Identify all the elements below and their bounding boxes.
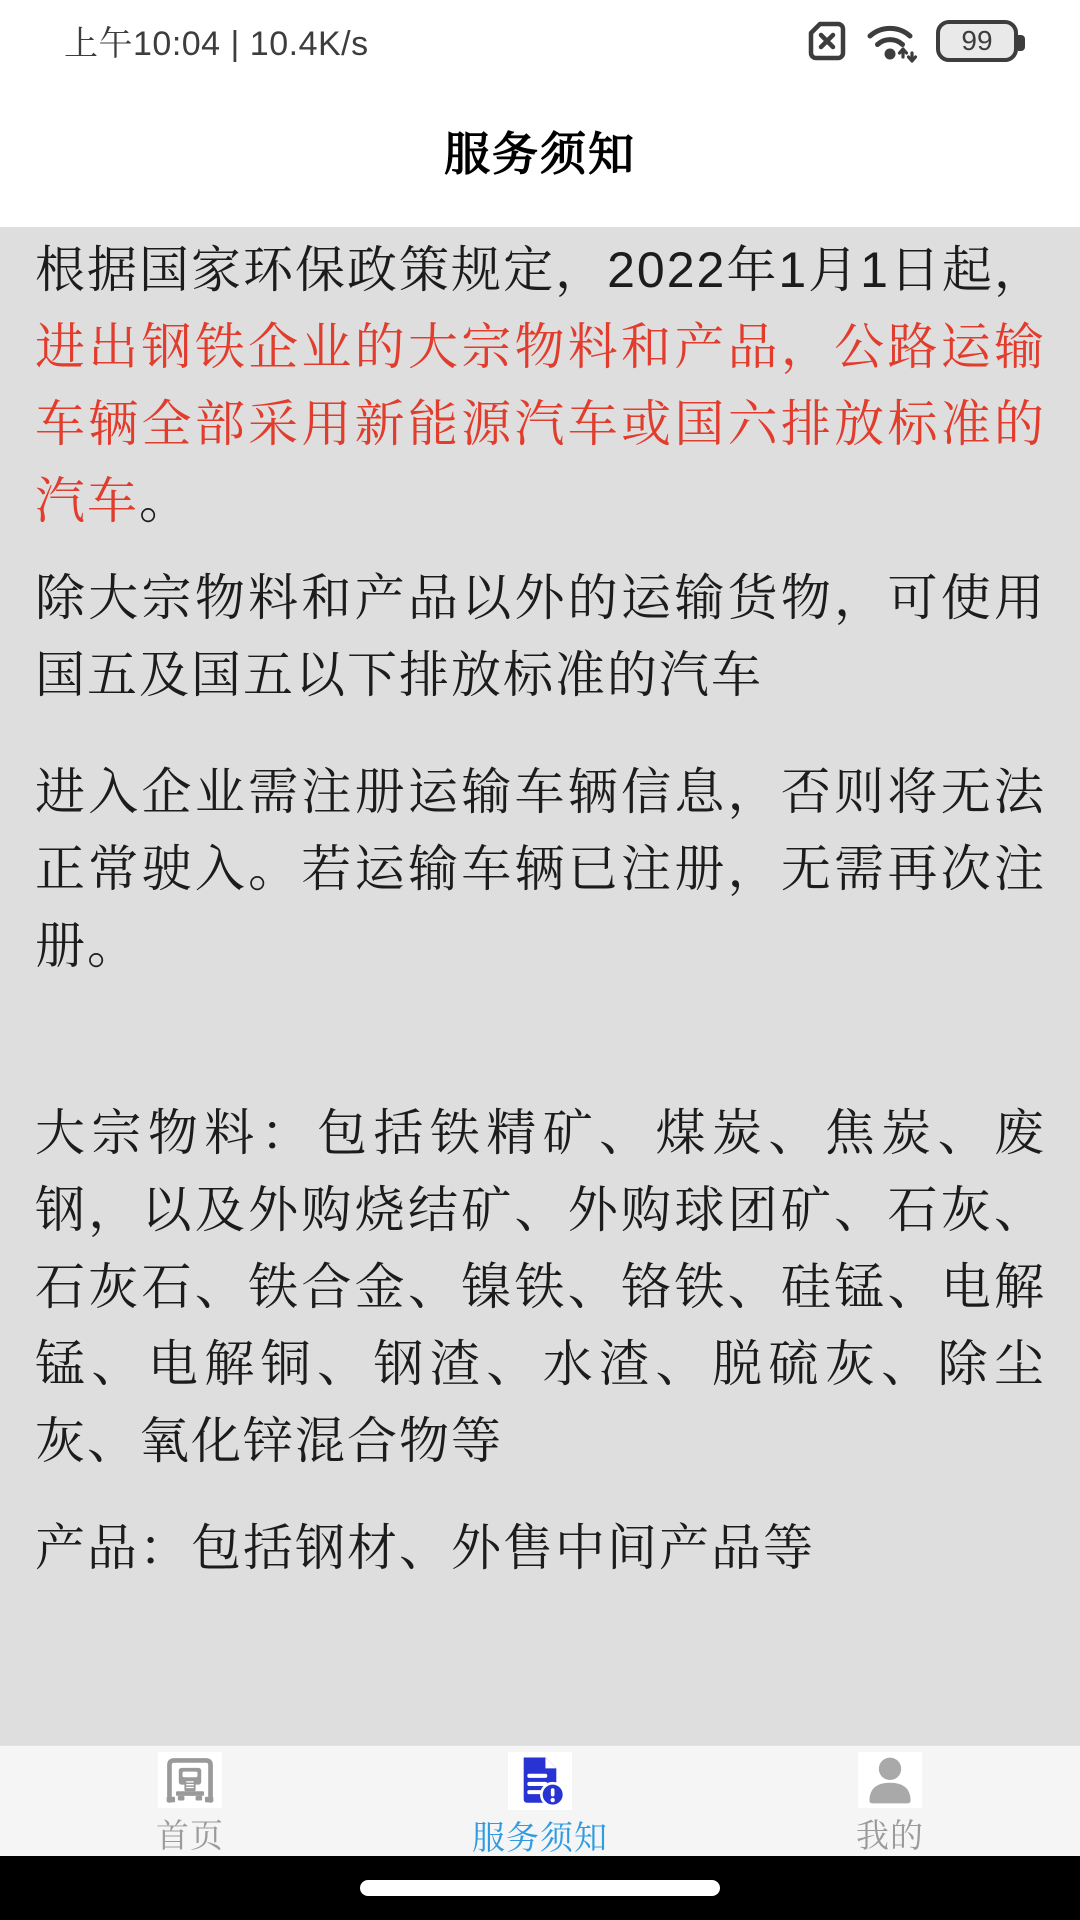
tab-home-label: 首页 (156, 1817, 224, 1854)
page-title: 服务须知 (444, 128, 636, 180)
home-indicator[interactable] (360, 1880, 720, 1896)
tab-mine-label: 我的 (856, 1817, 924, 1854)
notice-paragraph-2: 除大宗物料和产品以外的运输货物，可使用国五及国五以下排放标准的汽车 (35, 570, 1046, 703)
notice-document-icon (508, 1752, 572, 1810)
tab-mine[interactable] (800, 1746, 980, 1856)
status-bar (0, 0, 1080, 75)
wifi-icon (866, 17, 920, 65)
battery-icon (936, 20, 1018, 62)
notice-paragraph-3: 进入企业需注册运输车辆信息，否则将无法正常驶入。若运输车辆已注册，无需再次注册。 (35, 764, 1046, 974)
tab-service-notice-label: 服务须知 (472, 1819, 608, 1856)
status-icons (804, 17, 1018, 65)
tab-service-notice[interactable] (450, 1746, 630, 1856)
notice-p1-red-emphasis: 进出钢铁企业的大宗物料和产品，公路运输车辆全部采用新能源汽车或国六排放标准的汽车 (35, 319, 1046, 529)
truck-gantry-icon (158, 1752, 222, 1808)
notice-paragraph-5: 产品：包括钢材、外售中间产品等 (35, 1520, 815, 1576)
notice-paragraph-1 (35, 232, 1046, 540)
notice-paragraph-4: 大宗物料：包括铁精矿、煤炭、焦炭、废钢，以及外购烧结矿、外购球团矿、石灰、石灰石、铁合金、镍铁、铬铁、硅锰、电解锰、电解铜、钢渣、水渣、脱硫灰、除尘灰、氧化锌混合物等 (35, 1105, 1046, 1469)
battery-nub (1018, 35, 1025, 51)
tab-bar (0, 1745, 1080, 1856)
notice-p1-black-lead: 根据国家环保政策规定，2022年1月1日起， (35, 242, 1046, 298)
status-time-netspeed: 上午10:04 | 10.4K/s (64, 25, 369, 63)
battery-percent: 99 (961, 24, 993, 56)
tab-home[interactable] (100, 1746, 280, 1856)
header (0, 75, 1080, 227)
notice-content[interactable] (0, 227, 1080, 1745)
notice-p1-black-tail: 。 (139, 473, 191, 529)
gesture-bar (0, 1856, 1080, 1920)
person-icon (858, 1752, 922, 1808)
sim-card-missing-icon (804, 18, 850, 64)
